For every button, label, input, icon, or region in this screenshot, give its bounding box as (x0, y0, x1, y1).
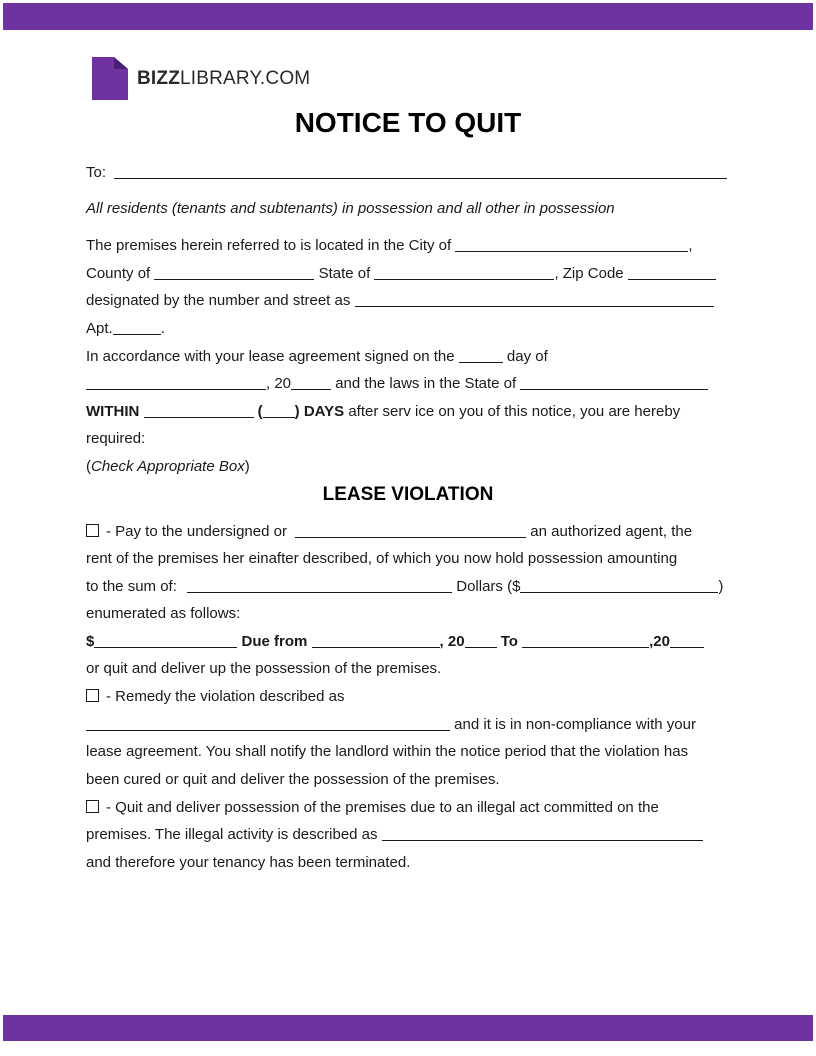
option1-line-a: - Pay to the undersigned or an authorized agent, the (86, 522, 692, 542)
lease-signed-line: In accordance with your lease agreement signed on the day of (86, 348, 548, 365)
premises-city-line: The premises herein referred to is located in the City of , (86, 237, 693, 254)
city-blank[interactable] (455, 237, 688, 252)
state-blank[interactable] (374, 265, 554, 280)
option1-amount-line: $ Due from , 20 To ,20 (86, 632, 704, 652)
option2-checkbox[interactable] (86, 689, 99, 702)
violation-blank[interactable] (86, 716, 450, 731)
due-to-blank[interactable] (522, 633, 649, 648)
sum-words-blank[interactable] (187, 578, 452, 593)
option1-line-c: to the sum of: Dollars ($ ) (86, 578, 724, 595)
brand-name: BIZZLIBRARY.COM (137, 68, 311, 89)
option2-line-b: and it is in non-compliance with your (86, 715, 696, 735)
due-from-year-blank[interactable] (465, 633, 497, 648)
due-from-blank[interactable] (312, 633, 440, 648)
option3-line-c: and therefore your tenancy has been terminated. (86, 854, 411, 871)
option3-line-a: - Quit and deliver possession of the premises due to an illegal act committed on the (86, 798, 659, 818)
lease-date-line: , 20 and the laws in the State of (86, 374, 708, 394)
within-words-blank[interactable] (144, 403, 254, 418)
option3-checkbox[interactable] (86, 800, 99, 813)
year-blank[interactable] (291, 375, 331, 390)
street-blank[interactable] (355, 292, 714, 307)
illegal-activity-blank[interactable] (382, 826, 703, 841)
option2-line-a: - Remedy the violation described as (86, 687, 344, 707)
apt-blank[interactable] (113, 320, 161, 335)
county-state-zip-line: County of State of , Zip Code (86, 264, 716, 284)
option1-line-b: rent of the premises her einafter described, of which you now hold possession amounting (86, 550, 678, 567)
lease-state-blank[interactable] (520, 375, 708, 390)
sum-amount-blank[interactable] (520, 578, 718, 593)
to-line: To: (86, 163, 727, 183)
month-blank[interactable] (86, 375, 266, 390)
option2-line-d: been cured or quit and deliver the possession of the premises. (86, 771, 500, 788)
option1-line-d: enumerated as follows: (86, 605, 241, 622)
top-band (3, 3, 813, 30)
option3-line-b: premises. The illegal activity is described as (86, 825, 703, 845)
option2-line-c: lease agreement. You shall notify the landlord within the notice period that the violation has (86, 743, 689, 760)
required-line: required: (86, 430, 146, 447)
bottom-band (3, 1015, 813, 1041)
to-blank[interactable] (114, 164, 727, 179)
zip-blank[interactable] (628, 265, 716, 280)
residents-line: All residents (tenants and subtenants) in possession and all other in possession (86, 200, 615, 217)
page-title: NOTICE TO QUIT (294, 107, 522, 138)
due-to-year-blank[interactable] (670, 633, 704, 648)
check-note-line: (Check Appropriate Box) (86, 458, 250, 475)
street-line: designated by the number and street as (86, 291, 714, 311)
day-blank[interactable] (459, 348, 503, 363)
within-number-blank[interactable] (263, 403, 295, 418)
within-days-line: WITHIN ( ) DAYS after serv ice on you of this notice, you are hereby (86, 403, 681, 420)
option1-line-f: or quit and deliver up the possession of the premises. (86, 660, 442, 677)
county-blank[interactable] (154, 265, 314, 280)
section-title: LEASE VIOLATION (322, 484, 494, 505)
agent-blank[interactable] (295, 523, 526, 538)
apt-line: Apt. . (86, 320, 165, 337)
document-icon (92, 57, 128, 100)
amount-blank[interactable] (94, 633, 237, 648)
option1-checkbox[interactable] (86, 524, 99, 537)
